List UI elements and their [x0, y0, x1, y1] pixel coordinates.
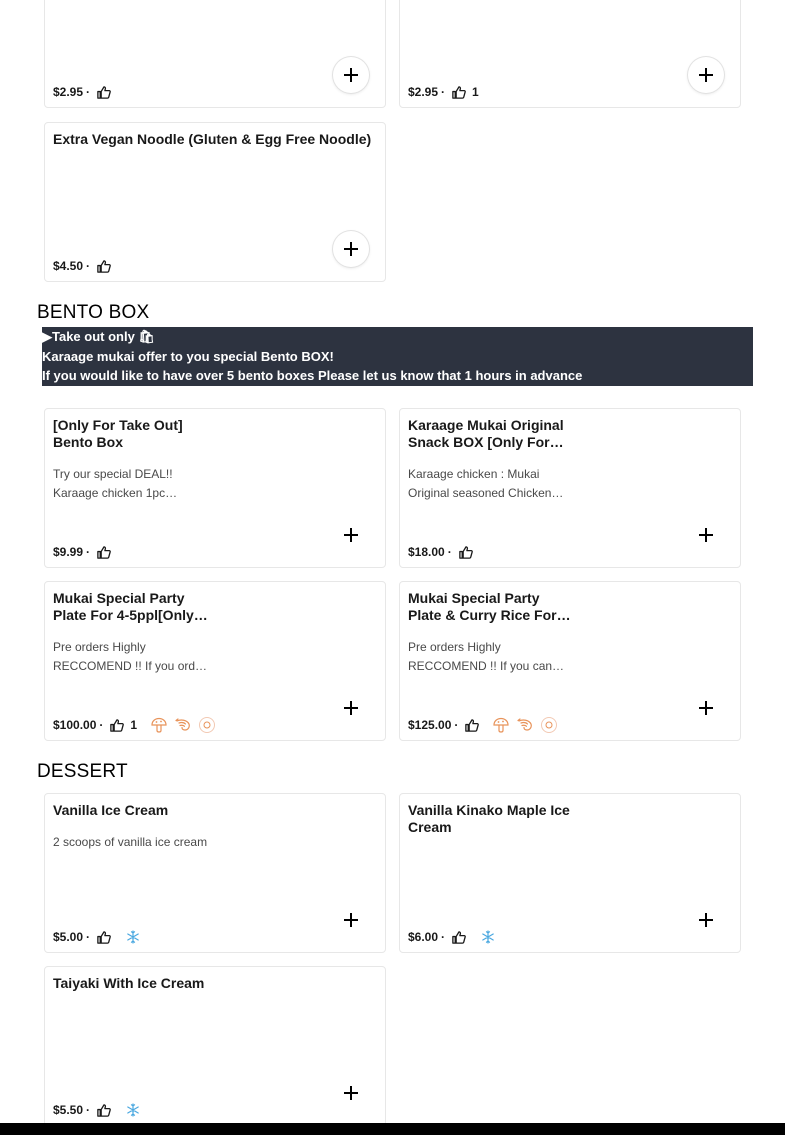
price-row: $5.50 ·: [53, 1102, 142, 1118]
price-row: $9.99 ·: [53, 544, 111, 560]
item-title: [Only For Take Out] Bento Box: [53, 417, 183, 450]
menu-item-card[interactable]: [399, 793, 741, 953]
price: $2.95: [53, 85, 84, 99]
price: $18.00: [408, 545, 445, 559]
price-row: $18.00 ·: [408, 544, 473, 560]
price: $5.50: [53, 1103, 84, 1117]
item-title: Extra Vegan Noodle (Gluten & Egg Free Noodle): [53, 131, 372, 147]
item-description: Karaage chicken : Mukai Original seasoned Chicken…: [408, 467, 564, 500]
item-title: Vanilla Kinako Maple Ice Cream: [408, 802, 570, 835]
shrimp-icon: [516, 716, 534, 734]
thumbs-up-icon: [96, 259, 111, 274]
section-heading-dessert: DESSERT: [37, 761, 128, 782]
price-row: $100.00 · 1: [53, 717, 216, 733]
egg-icon: [198, 716, 216, 734]
price: $5.00: [53, 930, 84, 944]
plus-icon: [344, 701, 358, 715]
item-title: Vanilla Ice Cream: [53, 802, 169, 818]
item-description: Pre orders Highly RECCOMEND !! If you ord…: [53, 640, 208, 673]
mushroom-icon: [150, 716, 168, 734]
add-item-button[interactable]: [333, 57, 369, 93]
menu-item-card[interactable]: [399, 581, 741, 741]
price-row: $2.95 · 1: [408, 85, 479, 99]
price-row: $2.95 ·: [53, 84, 111, 100]
price: $9.99: [53, 545, 84, 559]
item-title: Mukai Special Party Plate For 4-5ppl[Only…: [53, 590, 208, 623]
section-heading-bento: BENTO BOX: [37, 302, 150, 323]
menu-item-card[interactable]: [44, 122, 386, 282]
plus-icon: [344, 242, 358, 256]
thumbs-up-icon: [96, 545, 111, 560]
menu-item-card[interactable]: [44, 408, 386, 568]
price-row: $4.50 ·: [53, 258, 111, 274]
notice-line: ▶Take out only 🛍: [42, 329, 155, 344]
price: $4.50: [53, 259, 84, 273]
thumbs-up-icon: [451, 930, 466, 945]
menu-item-card[interactable]: [44, 0, 386, 108]
egg-icon: [540, 716, 558, 734]
plus-icon: [344, 913, 358, 927]
add-item-button[interactable]: [688, 57, 724, 93]
shrimp-icon: [174, 716, 192, 734]
snowflake-icon: [124, 928, 142, 946]
price-row: $6.00 ·: [408, 929, 497, 945]
thumbs-up-icon: [458, 545, 473, 560]
add-item-button[interactable]: [688, 902, 724, 938]
mushroom-icon: [492, 716, 510, 734]
plus-icon: [699, 701, 713, 715]
price: $100.00: [53, 718, 97, 732]
add-item-button[interactable]: [688, 517, 724, 553]
like-count: 1: [472, 85, 479, 99]
plus-icon: [344, 1086, 358, 1100]
plus-icon: [344, 528, 358, 542]
price-row: $5.00 ·: [53, 929, 142, 945]
plus-icon: [699, 528, 713, 542]
item-description: Try our special DEAL!! Karaage chicken 1pc…: [53, 467, 178, 500]
add-item-button[interactable]: [333, 690, 369, 726]
snowflake-icon: [124, 1101, 142, 1119]
item-title: Karaage Mukai Original Snack BOX [Only For…: [408, 417, 564, 450]
add-item-button[interactable]: [333, 231, 369, 267]
add-item-button[interactable]: [333, 902, 369, 938]
item-description: Pre orders Highly RECCOMEND !! If you can…: [408, 640, 565, 673]
thumbs-up-icon: [96, 85, 111, 100]
thumbs-up-icon: [464, 718, 479, 733]
menu-item-card[interactable]: [44, 581, 386, 741]
item-title: Taiyaki With Ice Cream: [53, 975, 205, 991]
plus-icon: [699, 68, 713, 82]
notice-line: If you would like to have over 5 bento boxes Please let us know that 1 hours in advance: [42, 368, 583, 383]
thumbs-up-icon: [96, 1103, 111, 1118]
price: $125.00: [408, 718, 452, 732]
plus-icon: [699, 913, 713, 927]
thumbs-up-icon: [451, 85, 466, 100]
menu-item-card[interactable]: [399, 0, 741, 108]
thumbs-up-icon: [109, 718, 124, 733]
notice-line: Karaage mukai offer to you special Bento BOX!: [42, 348, 334, 364]
menu-item-card[interactable]: [44, 793, 386, 953]
item-description: 2 scoops of vanilla ice cream: [53, 835, 208, 849]
plus-icon: [344, 68, 358, 82]
snowflake-icon: [479, 928, 497, 946]
add-item-button[interactable]: [333, 517, 369, 553]
add-item-button[interactable]: [333, 1075, 369, 1111]
price-row: $125.00 ·: [408, 717, 558, 733]
thumbs-up-icon: [96, 930, 111, 945]
price: $2.95: [408, 85, 439, 99]
bottom-bar: [0, 1123, 785, 1135]
menu-item-card[interactable]: [399, 408, 741, 568]
menu-item-card[interactable]: [44, 966, 386, 1126]
add-item-button[interactable]: [688, 690, 724, 726]
item-title: Mukai Special Party Plate & Curry Rice For…: [408, 590, 571, 623]
like-count: 1: [130, 718, 138, 732]
bento-notice-banner: [42, 327, 753, 386]
price: $6.00: [408, 930, 439, 944]
